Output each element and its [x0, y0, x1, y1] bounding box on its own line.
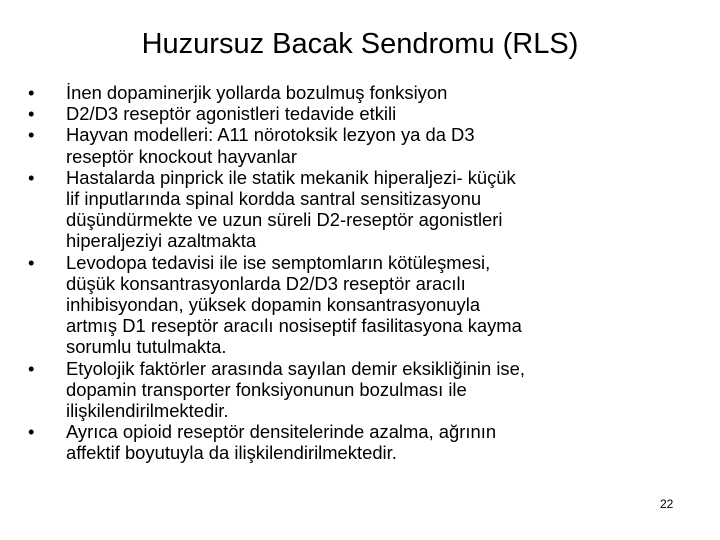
bullet-item: [28, 167, 678, 252]
bullet-dot-icon: •: [28, 166, 35, 188]
bullet-line: İnen dopaminerjik yollarda bozulmuş fonksiyon: [66, 82, 448, 103]
bullet-dot-icon: •: [28, 421, 35, 443]
bullet-line: affektif boyutuyla da ilişkilendirilmektedir.: [66, 442, 397, 464]
bullet-line: sorumlu tutulmakta.: [66, 336, 227, 358]
bullet-dot-icon: •: [28, 82, 35, 103]
bullet-dot-icon: •: [28, 103, 35, 125]
bullet-line: düşük konsantrasyonlarda D2/D3 reseptör aracılı: [66, 272, 466, 294]
bullet-line: hiperaljeziyi azaltmakta: [66, 230, 257, 252]
bullet-dot-icon: •: [28, 251, 35, 273]
bullet-line: ilişkilendirilmektedir.: [66, 400, 229, 422]
bullet-line: D2/D3 reseptör agonistleri tedavide etkili: [66, 103, 397, 125]
bullet-line: Levodopa tedavisi ile ise semptomların kötüleşmesi,: [66, 251, 491, 273]
bullet-item: [28, 252, 678, 358]
bullet-dot-icon: •: [28, 124, 35, 146]
bullet-line: düşündürmekte ve uzun süreli D2-reseptör agonistleri: [66, 209, 503, 231]
bullet-line: Ayrıca opioid reseptör densitelerinde azalma, ağrının: [66, 421, 497, 443]
bullet-item: [28, 124, 678, 166]
bullet-line: inhibisyondan, yüksek dopamin konsantrasyonuyla: [66, 294, 481, 316]
slide-title: Huzursuz Bacak Sendromu (RLS): [141, 28, 579, 60]
bullet-line: Hayvan modelleri: A11 nörotoksik lezyon ya da D3: [66, 124, 475, 146]
bullet-item: [28, 358, 678, 422]
bullet-line: Etyolojik faktörler arasında sayılan demir eksikliğinin ise,: [66, 357, 525, 379]
bullet-line: artmış D1 reseptör aracılı nosiseptif fasilitasyona kayma: [66, 315, 522, 337]
bullet-item: [28, 421, 678, 463]
bullet-line: dopamin transporter fonksiyonunun bozulması ile: [66, 378, 467, 400]
bullet-line: Hastalarda pinprick ile statik mekanik hiperaljezi- küçük: [66, 166, 516, 188]
bullet-line: reseptör knockout hayvanlar: [66, 145, 298, 167]
bullet-item: [28, 82, 678, 103]
bullet-item: [28, 103, 678, 124]
bullet-line: lif inputlarında spinal kordda santral sensitizasyonu: [66, 188, 482, 210]
page-number: 22: [660, 497, 674, 511]
bullet-list: [28, 82, 678, 464]
bullet-dot-icon: •: [28, 357, 35, 379]
